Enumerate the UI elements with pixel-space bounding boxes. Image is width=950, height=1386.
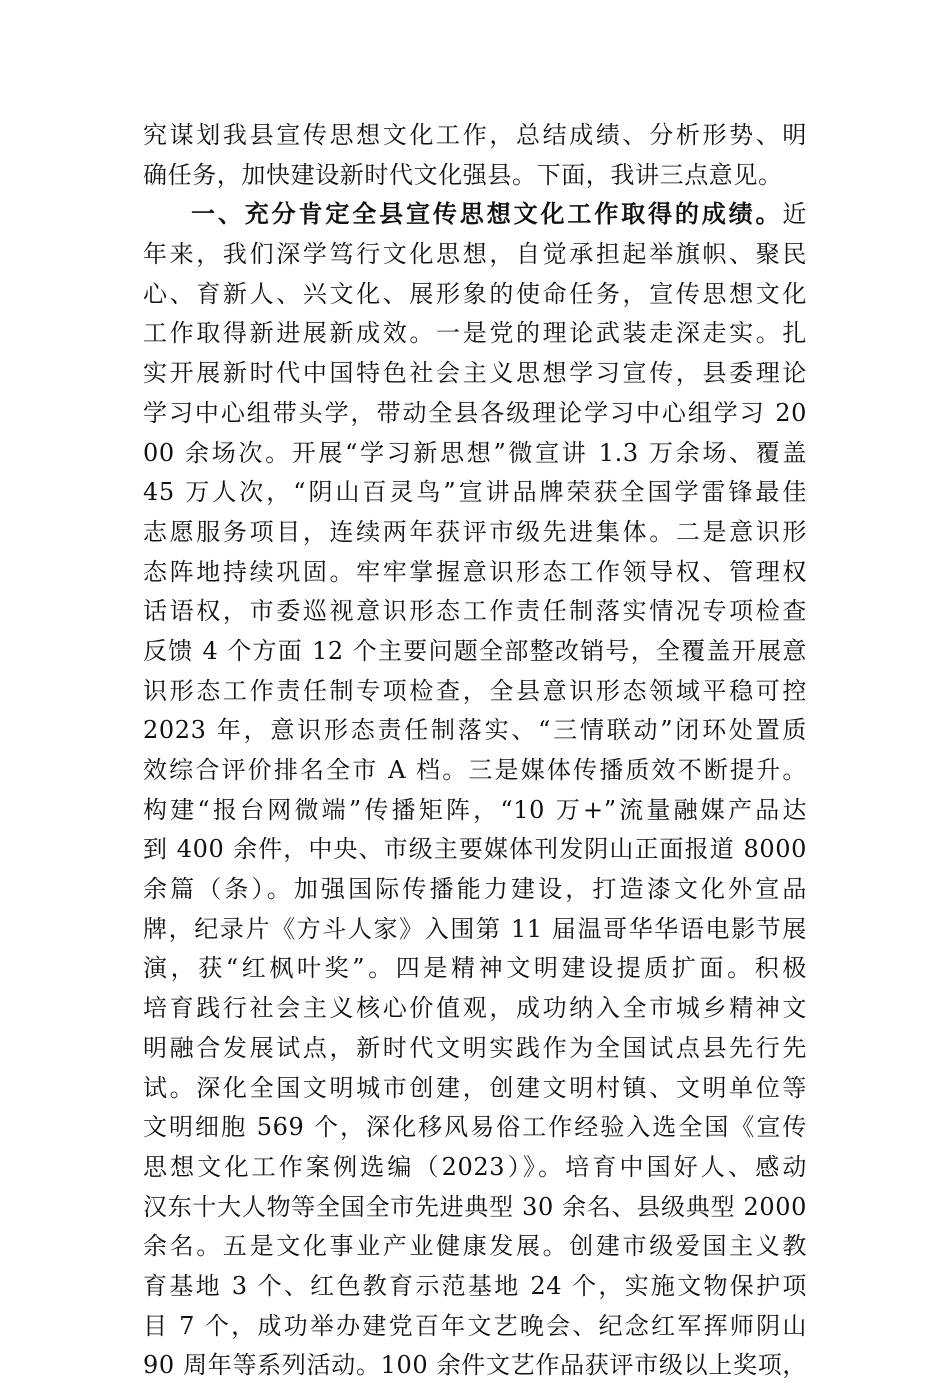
paragraph-line: 年来，我们深学笃行文化思想，自觉承担起举旗帜、聚民 [143, 240, 807, 269]
paragraph-line: 演，获“红枫叶奖”。四是精神文明建设提质扩面。积极 [143, 954, 807, 983]
paragraph-line: 00 余场次。开展“学习新思想”微宣讲 1.3 万余场、覆盖 [143, 438, 807, 467]
paragraph-line: 效综合评价排名全市 A 档。三是媒体传播质效不断提升。 [143, 756, 807, 784]
intro-line-1: 究谋划我县宣传思想文化工作，总结成绩、分析形势、明 [143, 121, 807, 149]
section-paragraph [143, 235, 807, 1386]
paragraph-line: 态阵地持续巩固。牢牢掌握意识形态工作领导权、管理权 [143, 557, 807, 586]
paragraph-line: 话语权，市委巡视意识形态工作责任制落实情况专项检查 [143, 597, 807, 626]
paragraph-line: 2023 年，意识形态责任制落实、“三情联动”闭环处置质 [143, 716, 807, 745]
paragraph-line: 牌，纪录片《方斗人家》入围第 11 届温哥华华语电影节展 [143, 914, 807, 943]
paragraph-line: 心、育新人、兴文化、展形象的使命任务，宣传思想文化 [143, 279, 807, 308]
paragraph-line: 到 400 余件，中央、市级主要媒体刊发阴山正面报道 8000 [143, 835, 807, 864]
paragraph-line: 文明细胞 569 个，深化移风易俗工作经验入选全国《宣传 [143, 1113, 807, 1142]
paragraph-line: 明融合发展试点，新时代文明实践作为全国试点县先行先 [143, 1033, 807, 1062]
paragraph-line: 识形态工作责任制专项检查，全县意识形态领域平稳可控 [143, 676, 807, 705]
paragraph-line: 余篇（条）。加强国际传播能力建设，打造漆文化外宣品 [143, 875, 807, 904]
paragraph-line: 45 万人次，“阴山百灵鸟”宣讲品牌荣获全国学雷锋最佳 [143, 478, 807, 507]
paragraph-line: 目 7 个，成功举办建党百年文艺晚会、纪念红军挥师阴山 [143, 1311, 807, 1340]
paragraph-line: 汉东十大人物等全国全市先进典型 30 余名、县级典型 2000 [143, 1192, 807, 1221]
paragraph-line: 志愿服务项目，连续两年获评市级先进集体。二是意识形 [143, 517, 807, 546]
paragraph-line: 学习中心组带头学，带动全县各级理论学习中心组学习 20 [143, 398, 807, 427]
paragraph-line: 试。深化全国文明城市创建，创建文明村镇、文明单位等 [143, 1073, 807, 1102]
paragraph-line: 实开展新时代中国特色社会主义思想学习宣传，县委理论 [143, 359, 807, 388]
body-text [143, 116, 807, 1386]
section-heading: 一、充分肯定全县宣传思想文化工作取得的成绩。 [191, 200, 783, 229]
intro-line-2: 确任务，加快建设新时代文化强县。下面，我讲三点意见。 [143, 160, 783, 189]
paragraph-line: 工作取得新进展新成效。一是党的理论武装走深走实。扎 [143, 319, 807, 348]
section-heading-line [143, 195, 807, 235]
paragraph-line: 反馈 4 个方面 12 个主要问题全部整改销号，全覆盖开展意 [143, 636, 807, 665]
section-first-line-tail: 近 [782, 200, 807, 229]
paragraph-line: 构建“报台网微端”传播矩阵，“10 万+”流量融媒产品达 [143, 795, 807, 824]
paragraph-line: 思想文化工作案例选编（2023）》。培育中国好人、感动 [143, 1152, 807, 1181]
paragraph-line: 培育践行社会主义核心价值观，成功纳入全市城乡精神文 [143, 994, 807, 1023]
paragraph-line: 90 周年等系列活动。100 余件文艺作品获评市级以上奖项， [143, 1351, 807, 1380]
paragraph-line: 育基地 3 个、红色教育示范基地 24 个，实施文物保护项 [143, 1271, 807, 1300]
paragraph-line: 余名。五是文化事业产业健康发展。创建市级爱国主义教 [143, 1232, 807, 1261]
